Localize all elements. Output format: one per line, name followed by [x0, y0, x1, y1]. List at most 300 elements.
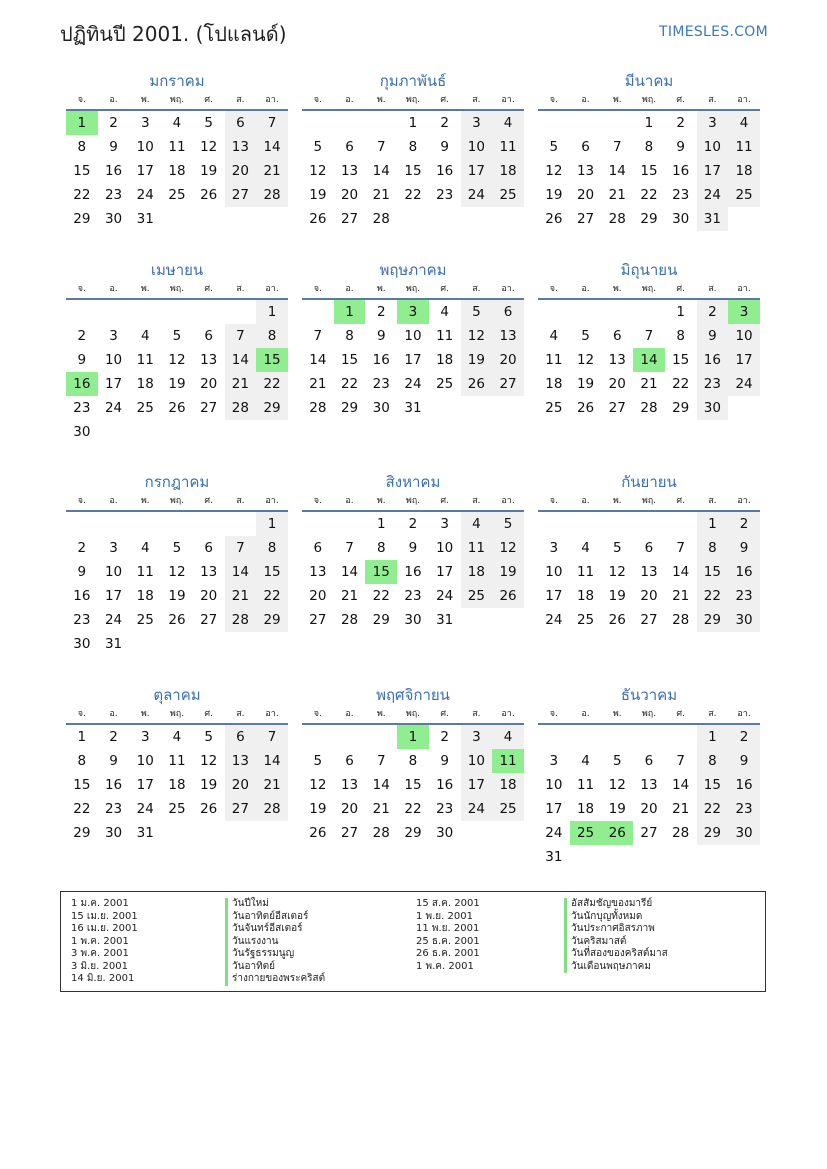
weekday-label: อ.: [581, 709, 590, 719]
day-cell: 12: [309, 163, 327, 179]
weekday-label: พฤ.: [169, 95, 185, 105]
day-cell: 6: [581, 139, 590, 155]
day-cell: 28: [256, 797, 288, 821]
day-cell: 6: [313, 540, 323, 556]
day-cell: 29: [73, 211, 91, 227]
day-cell: 30: [697, 396, 729, 420]
day-cell: 22: [640, 187, 658, 203]
day-cell: 23: [372, 376, 390, 392]
day-cell: 18: [168, 163, 186, 179]
legend-date: 14 มิ.ย. 2001: [71, 973, 135, 984]
day-cell: 1: [376, 516, 386, 532]
weekday-label: ศ.: [440, 496, 449, 506]
day-cell: 28: [672, 825, 690, 841]
day-cell: 19: [545, 187, 563, 203]
day-cell: 22: [73, 801, 91, 817]
day-cell: 31: [104, 636, 123, 652]
day-cell: 11: [436, 328, 454, 344]
weekday-label: ศ.: [440, 709, 449, 719]
weekday-label: พ.: [376, 95, 386, 105]
empty-day-cell: [302, 725, 334, 749]
holiday-day-cell: 1: [66, 111, 98, 135]
weekday-label: อ.: [345, 284, 354, 294]
day-cell: 16: [372, 352, 390, 368]
day-cell: 26: [168, 612, 186, 628]
weekday-label: พฤ.: [641, 709, 657, 719]
day-cell: 20: [340, 187, 359, 203]
day-cell: 14: [608, 163, 626, 179]
legend-date: 1 พ.ค. 2001: [416, 960, 474, 972]
weekday-label: จ.: [313, 496, 322, 506]
day-cell: 4: [581, 753, 590, 769]
day-cell: 29: [640, 211, 658, 227]
day-cell: 4: [581, 540, 590, 556]
legend-holiday-name: วันที่สองของคริสต์มาส: [564, 948, 668, 961]
empty-day-cell: [538, 111, 570, 135]
day-cell: 14: [372, 163, 390, 179]
day-cell: 29: [697, 608, 729, 632]
day-cell: 26: [200, 187, 218, 203]
day-cell: 2: [440, 115, 449, 131]
day-cell: 22: [73, 187, 91, 203]
day-cell: 22: [697, 797, 729, 821]
day-cell: 18: [136, 588, 154, 604]
weekday-label: อ.: [581, 496, 590, 506]
day-cell: 28: [608, 211, 626, 227]
day-cell: 26: [461, 372, 493, 396]
day-cell: 15: [672, 352, 690, 368]
day-cell: 2: [728, 725, 760, 749]
empty-day-cell: [633, 725, 665, 749]
day-cell: 23: [73, 400, 91, 416]
holiday-day-cell: 3: [397, 300, 429, 324]
day-cell: 2: [77, 328, 87, 344]
weekday-label: จ.: [77, 709, 86, 719]
day-cell: 18: [728, 159, 760, 183]
day-cell: 27: [200, 400, 218, 416]
day-cell: 17: [436, 564, 454, 580]
empty-day-cell: [302, 512, 334, 536]
day-cell: 10: [104, 352, 123, 368]
month-name: เมษายน: [150, 261, 204, 279]
empty-day-cell: [570, 111, 602, 135]
day-cell: 28: [225, 608, 257, 632]
day-cell: 14: [672, 564, 690, 580]
day-cell: 27: [309, 612, 327, 628]
day-cell: 25: [136, 612, 154, 628]
day-cell: 19: [492, 560, 524, 584]
day-cell: 23: [728, 797, 760, 821]
legend-holiday-name: วันประกาศอิสรภาพ: [564, 923, 668, 936]
day-cell: 20: [340, 801, 359, 817]
day-cell: 28: [372, 825, 390, 841]
day-cell: 9: [77, 352, 87, 368]
day-cell: 1: [644, 115, 654, 131]
day-cell: 23: [436, 801, 454, 817]
day-cell: 8: [256, 324, 288, 348]
weekday-label: อา.: [265, 284, 279, 294]
day-cell: 29: [372, 612, 390, 628]
day-cell: 26: [309, 211, 327, 227]
day-cell: 22: [372, 588, 390, 604]
weekday-label: ส.: [472, 95, 481, 105]
day-cell: 29: [672, 400, 690, 416]
day-cell: 3: [109, 328, 118, 344]
day-cell: 17: [728, 348, 760, 372]
weekday-header: [66, 92, 288, 111]
legend-holiday-name: วันคริสมาสต์: [564, 936, 668, 949]
month-name: กรกฎาคม: [144, 473, 210, 491]
holiday-day-cell: 1: [334, 300, 366, 324]
brand-link[interactable]: TIMESLES.COM: [659, 24, 768, 40]
day-cell: 7: [676, 540, 685, 556]
day-cell: 11: [545, 352, 563, 368]
weekday-label: พ.: [376, 496, 386, 506]
holiday-day-cell: 15: [365, 560, 397, 584]
weekday-label: อา.: [265, 709, 279, 719]
legend-date: 1 ม.ค. 2001: [71, 898, 129, 909]
day-cell: 1: [256, 512, 288, 536]
day-cell: 10: [136, 139, 154, 155]
day-cell: 13: [340, 777, 359, 793]
day-cell: 5: [612, 753, 622, 769]
day-cell: 16: [404, 564, 422, 580]
day-cell: 4: [728, 111, 760, 135]
day-cell: 6: [225, 111, 257, 135]
day-cell: 13: [608, 352, 626, 368]
weekday-label: อา.: [737, 496, 751, 506]
day-cell: 17: [461, 159, 493, 183]
day-cell: 27: [225, 797, 257, 821]
day-cell: 29: [256, 396, 288, 420]
weekday-label: อา.: [501, 709, 515, 719]
day-cell: 13: [640, 564, 658, 580]
weekday-label: จ.: [77, 284, 86, 294]
day-cell: 13: [640, 777, 658, 793]
day-cell: 16: [436, 163, 454, 179]
day-cell: 5: [204, 729, 213, 745]
day-cell: 23: [672, 187, 690, 203]
month-block: [66, 684, 288, 845]
day-cell: 11: [168, 753, 186, 769]
day-cell: 19: [461, 348, 493, 372]
day-cell: 16: [672, 163, 690, 179]
day-cell: 3: [549, 540, 559, 556]
weekday-label: พ.: [376, 709, 386, 719]
month-name: ตุลาคม: [153, 686, 201, 704]
day-cell: 18: [136, 376, 154, 392]
weekday-header: [538, 493, 760, 512]
day-cell: 14: [256, 135, 288, 159]
empty-day-cell: [225, 300, 257, 324]
day-cell: 8: [345, 328, 354, 344]
day-cell: 11: [576, 777, 595, 793]
day-grid: [66, 300, 288, 444]
legend-holiday-name: วันอาทิตย์: [225, 961, 325, 974]
day-cell: 18: [576, 801, 595, 817]
legend-date: 11 พ.ย. 2001: [416, 923, 480, 934]
day-cell: 14: [256, 749, 288, 773]
day-cell: 29: [340, 400, 359, 416]
day-cell: 24: [697, 183, 729, 207]
day-cell: 3: [109, 540, 118, 556]
day-cell: 4: [461, 512, 493, 536]
day-cell: 19: [309, 187, 327, 203]
day-cell: 15: [404, 777, 422, 793]
day-cell: 9: [376, 328, 386, 344]
weekday-label: อ.: [109, 284, 118, 294]
day-cell: 21: [225, 372, 257, 396]
legend-date: 3 พ.ค. 2001: [71, 948, 129, 959]
day-cell: 19: [608, 801, 626, 817]
day-cell: 12: [200, 139, 218, 155]
legend-holiday-name: วันเดือนพฤษภาคม: [564, 961, 668, 974]
day-cell: 7: [225, 536, 257, 560]
day-cell: 3: [140, 115, 150, 131]
day-cell: 7: [376, 753, 386, 769]
day-cell: 13: [225, 135, 257, 159]
legend-holiday-name: อัสสัมชัญของมารีย์: [564, 898, 668, 911]
day-cell: 30: [404, 612, 422, 628]
day-cell: 14: [309, 352, 327, 368]
day-cell: 2: [697, 300, 729, 324]
day-cell: 22: [404, 801, 422, 817]
day-cell: 3: [440, 516, 449, 532]
day-cell: 24: [545, 612, 563, 628]
empty-day-cell: [334, 512, 366, 536]
legend-date: 26 ธ.ค. 2001: [416, 948, 480, 959]
day-cell: 14: [225, 560, 257, 584]
empty-day-cell: [334, 111, 366, 135]
month-name: สิงหาคม: [385, 473, 441, 491]
day-cell: 10: [697, 135, 729, 159]
weekday-label: อ.: [581, 284, 590, 294]
day-cell: 19: [168, 588, 186, 604]
day-cell: 23: [104, 801, 123, 817]
day-cell: 20: [200, 376, 218, 392]
day-grid: [302, 725, 524, 845]
empty-day-cell: [129, 512, 161, 536]
empty-day-cell: [538, 725, 570, 749]
day-cell: 23: [104, 187, 123, 203]
weekday-label: อา.: [501, 95, 515, 105]
day-cell: 26: [492, 584, 524, 608]
day-cell: 16: [73, 588, 91, 604]
weekday-header: [302, 281, 524, 300]
day-cell: 26: [576, 400, 595, 416]
weekday-label: จ.: [549, 709, 558, 719]
day-cell: 30: [728, 821, 760, 845]
day-cell: 31: [136, 825, 154, 841]
day-cell: 15: [73, 163, 91, 179]
day-cell: 8: [408, 753, 418, 769]
day-cell: 30: [728, 608, 760, 632]
month-name: ธันวาคม: [620, 686, 678, 704]
day-cell: 16: [728, 560, 760, 584]
weekday-label: ส.: [708, 95, 717, 105]
empty-day-cell: [601, 300, 633, 324]
day-grid: [302, 512, 524, 632]
empty-day-cell: [570, 300, 602, 324]
day-cell: 13: [225, 749, 257, 773]
day-cell: 22: [404, 187, 422, 203]
day-cell: 28: [225, 396, 257, 420]
weekday-label: ศ.: [676, 284, 685, 294]
legend-dates-left: [71, 898, 138, 986]
weekday-label: อ.: [581, 95, 590, 105]
weekday-label: ศ.: [676, 709, 685, 719]
day-cell: 9: [109, 139, 118, 155]
day-cell: 24: [545, 825, 563, 841]
day-cell: 12: [168, 564, 186, 580]
day-cell: 12: [545, 163, 563, 179]
weekday-label: จ.: [313, 709, 322, 719]
day-cell: 10: [461, 135, 493, 159]
day-cell: 16: [728, 773, 760, 797]
day-cell: 10: [728, 324, 760, 348]
day-cell: 19: [168, 376, 186, 392]
weekday-label: จ.: [549, 496, 558, 506]
day-grid: [538, 725, 760, 869]
legend-holiday-name: วันจันทร์อีสเตอร์: [225, 923, 325, 936]
day-grid: [538, 512, 760, 632]
day-cell: 26: [545, 211, 563, 227]
weekday-label: พฤ.: [169, 496, 185, 506]
day-cell: 27: [225, 183, 257, 207]
weekday-label: พ.: [612, 284, 622, 294]
day-cell: 25: [545, 400, 563, 416]
day-cell: 20: [225, 773, 257, 797]
day-cell: 17: [136, 777, 154, 793]
month-name: พฤศจิกายน: [376, 686, 450, 704]
day-cell: 4: [172, 729, 182, 745]
day-cell: 31: [545, 849, 563, 865]
weekday-header: [302, 92, 524, 111]
day-cell: 17: [104, 376, 123, 392]
holiday-day-cell: 26: [601, 821, 633, 845]
holiday-day-cell: 14: [633, 348, 665, 372]
day-cell: 12: [576, 352, 595, 368]
weekday-label: จ.: [77, 496, 86, 506]
day-cell: 10: [136, 753, 154, 769]
empty-day-cell: [538, 300, 570, 324]
day-cell: 28: [672, 612, 690, 628]
day-cell: 19: [576, 376, 595, 392]
day-cell: 2: [440, 729, 449, 745]
day-cell: 19: [608, 588, 626, 604]
day-cell: 21: [608, 187, 626, 203]
day-cell: 27: [340, 211, 359, 227]
weekday-label: พ.: [612, 496, 622, 506]
day-cell: 2: [77, 540, 87, 556]
day-cell: 21: [256, 159, 288, 183]
day-cell: 17: [104, 588, 123, 604]
day-cell: 23: [73, 612, 91, 628]
weekday-label: จ.: [549, 95, 558, 105]
empty-day-cell: [193, 300, 225, 324]
day-cell: 8: [676, 328, 685, 344]
day-cell: 18: [492, 159, 524, 183]
day-cell: 25: [728, 183, 760, 207]
day-cell: 25: [136, 400, 154, 416]
day-cell: 11: [492, 135, 524, 159]
legend-date: 3 มิ.ย. 2001: [71, 960, 128, 972]
day-cell: 1: [697, 725, 729, 749]
weekday-label: พฤ.: [405, 709, 421, 719]
month-block: [302, 259, 524, 420]
day-cell: 5: [313, 139, 323, 155]
day-cell: 6: [612, 328, 622, 344]
day-cell: 5: [549, 139, 559, 155]
day-cell: 20: [576, 187, 595, 203]
weekday-label: อา.: [501, 496, 515, 506]
day-cell: 11: [576, 564, 595, 580]
legend-date: 16 เม.ย. 2001: [71, 923, 138, 934]
holiday-day-cell: 15: [256, 348, 288, 372]
day-cell: 25: [492, 183, 524, 207]
day-cell: 18: [492, 773, 524, 797]
day-cell: 11: [461, 536, 493, 560]
day-cell: 13: [340, 163, 359, 179]
day-cell: 17: [136, 163, 154, 179]
day-cell: 30: [104, 211, 123, 227]
weekday-label: ส.: [708, 496, 717, 506]
day-cell: 1: [697, 512, 729, 536]
legend-holiday-name: วันรัฐธรรมนูญ: [225, 948, 325, 961]
weekday-header: [302, 493, 524, 512]
day-cell: 24: [104, 400, 123, 416]
weekday-label: อ.: [345, 95, 354, 105]
day-cell: 21: [340, 588, 359, 604]
weekday-label: ส.: [708, 709, 717, 719]
weekday-label: พฤ.: [641, 95, 657, 105]
day-cell: 21: [672, 588, 690, 604]
day-cell: 4: [492, 111, 524, 135]
day-cell: 11: [168, 139, 186, 155]
weekday-label: พ.: [140, 95, 150, 105]
day-cell: 24: [461, 183, 493, 207]
legend-date: 15 เม.ย. 2001: [71, 910, 138, 922]
day-cell: 21: [309, 376, 327, 392]
legend-date: 15 ส.ค. 2001: [416, 898, 480, 909]
day-cell: 23: [697, 372, 729, 396]
day-cell: 1: [256, 300, 288, 324]
holiday-day-cell: 16: [66, 372, 98, 396]
day-cell: 25: [576, 612, 595, 628]
day-cell: 23: [436, 187, 454, 203]
month-block: [538, 471, 760, 632]
weekday-header: [538, 92, 760, 111]
day-cell: 18: [545, 376, 563, 392]
month-block: [538, 684, 760, 869]
day-cell: 5: [581, 328, 590, 344]
day-cell: 10: [104, 564, 123, 580]
day-cell: 22: [256, 584, 288, 608]
day-cell: 27: [576, 211, 595, 227]
empty-day-cell: [302, 300, 334, 324]
weekday-label: พ.: [140, 284, 150, 294]
month-name: มกราคม: [149, 72, 205, 90]
day-cell: 30: [672, 211, 690, 227]
day-cell: 24: [104, 612, 123, 628]
day-cell: 27: [340, 825, 359, 841]
weekday-header: [538, 281, 760, 300]
day-cell: 6: [644, 753, 654, 769]
page-title: ปฏิทินปี 2001. (โปแลนด์): [60, 22, 287, 46]
day-cell: 19: [309, 801, 327, 817]
holiday-day-cell: 3: [728, 300, 760, 324]
day-cell: 9: [440, 753, 449, 769]
